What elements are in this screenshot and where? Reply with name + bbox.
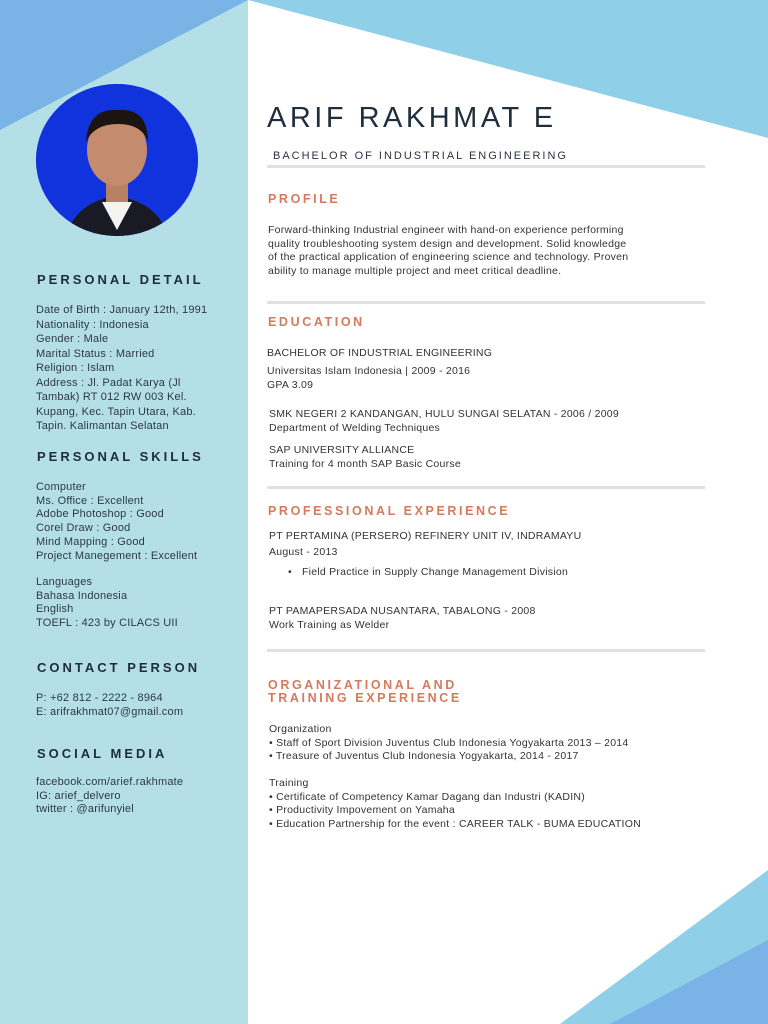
company-text: PT PAMAPERSADA NUSANTARA, TABALONG - 2008 (269, 605, 536, 617)
email-text: E: arifrakhmat07@gmail.com (36, 705, 184, 718)
university-text: Universitas Islam Indonesia | 2009 - 2016 (267, 365, 471, 377)
organization-heading-line-1: ORGANIZATIONAL AND (268, 678, 457, 692)
organization-heading (268, 679, 462, 705)
education-degree (267, 347, 492, 361)
language-item: Bahasa Indonesia (36, 589, 128, 602)
education-smk (269, 408, 619, 435)
dob-text: Date of Birth : January 12th, 1991 (36, 304, 208, 316)
education-sap (269, 444, 461, 471)
personal-detail-list (36, 303, 241, 434)
languages-list (36, 576, 241, 631)
divider (267, 486, 705, 489)
job-pertamina (269, 530, 581, 559)
address-line-1: Address : Jl. Padat Karya (Jl (36, 376, 181, 389)
profile-photo (36, 84, 198, 236)
list-item: • Productivity Impovement on Yamaha (269, 804, 455, 816)
profile-line: quality troubleshooting system design and development. Solid knowledge (268, 237, 627, 250)
profile-line: of the practical application of engineering science and technology. Proven (268, 251, 629, 263)
list-item: • Certificate of Competency Kamar Dagang dan Industri (KADIN) (269, 790, 585, 803)
divider (267, 301, 705, 304)
social-list (36, 776, 241, 817)
computer-skills-list (36, 481, 241, 563)
twitter-text: twitter : @arifunyiel (36, 803, 134, 816)
skill-item: Corel Draw : Good (36, 522, 131, 535)
phone-text: P: +62 812 - 2222 - 8964 (36, 692, 163, 704)
candidate-title: BACHELOR OF INDUSTRIAL ENGINEERING (273, 150, 568, 162)
language-item: English (36, 603, 74, 616)
profile-text (268, 224, 698, 278)
organization-list (269, 723, 628, 764)
address-line-3: Kupang, Kec. Tapin Utara, Kab. (36, 405, 196, 418)
social-media-heading: SOCIAL MEDIA (37, 746, 168, 761)
organization-heading-line-2: TRAINING EXPERIENCE (268, 691, 462, 705)
company-text: PT PERTAMINA (PERSERO) REFINERY UNIT IV, INDRAMAYU (269, 530, 582, 542)
divider (267, 649, 705, 652)
skill-item: Project Manegement : Excellent (36, 549, 198, 562)
training-list (269, 777, 641, 831)
person-silhouette-icon (36, 84, 198, 236)
degree-text: BACHELOR OF INDUSTRIAL ENGINEERING (267, 347, 493, 359)
gpa-text: GPA 3.09 (267, 378, 314, 391)
personal-detail-heading: PERSONAL DETAIL (37, 272, 204, 287)
profile-line: Forward-thinking Industrial engineer with hand-on experience performing (268, 224, 624, 236)
skill-item: Computer (36, 481, 86, 493)
address-line-2: Tambak) RT 012 RW 003 Kel. (36, 391, 187, 403)
personal-skills-heading: PERSONAL SKILLS (37, 449, 204, 464)
experience-heading: PROFESSIONAL EXPERIENCE (268, 504, 511, 518)
date-text: August - 2013 (269, 545, 338, 558)
skill-item: Ms. Office : Excellent (36, 494, 144, 507)
nationality-text: Nationality : Indonesia (36, 318, 149, 331)
job-pamapersada (269, 605, 536, 632)
education-university (267, 365, 470, 392)
religion-text: Religion : Islam (36, 362, 115, 374)
contact-person-heading: CONTACT PERSON (37, 660, 201, 675)
sap-course-text: Training for 4 month SAP Basic Course (269, 457, 461, 470)
skill-item: Adobe Photoshop : Good (36, 508, 164, 521)
marital-status-text: Marital Status : Married (36, 347, 155, 360)
candidate-name: ARIF RAKHMAT E (267, 102, 557, 134)
divider (267, 165, 705, 168)
department-text: Department of Welding Techniques (269, 421, 441, 434)
contact-list (36, 692, 241, 719)
sap-text: SAP UNIVERSITY ALLIANCE (269, 444, 415, 456)
profile-heading: PROFILE (268, 192, 341, 206)
gender-text: Gender : Male (36, 333, 109, 345)
language-item: Languages (36, 576, 93, 588)
instagram-text: IG: arief_delvero (36, 789, 121, 802)
school-text: SMK NEGERI 2 KANDANGAN, HULU SUNGAI SELATAN - 2006 / 2009 (269, 408, 619, 420)
list-item: • Education Partnership for the event : CAREER TALK - BUMA EDUCATION (269, 817, 641, 830)
list-item: Organization (269, 723, 332, 735)
list-item: Training (269, 777, 309, 789)
address-line-4: Tapin. Kalimantan Selatan (36, 420, 169, 432)
job-bullet: • Field Practice in Supply Change Management Division (288, 566, 568, 580)
education-heading: EDUCATION (268, 315, 365, 329)
language-item: TOEFL : 423 by CILACS UII (36, 617, 178, 630)
profile-line: ability to manage multiple project and meet critical deadline. (268, 264, 562, 277)
facebook-text: facebook.com/arief.rakhmate (36, 776, 184, 788)
list-item: • Treasure of Juventus Club Indonesia Yogyakarta, 2014 - 2017 (269, 750, 579, 762)
skill-item: Mind Mapping : Good (36, 535, 145, 548)
list-item: • Staff of Sport Division Juventus Club Indonesia Yogyakarta 2013 – 2014 (269, 736, 629, 749)
job-desc-text: Work Training as Welder (269, 618, 390, 631)
